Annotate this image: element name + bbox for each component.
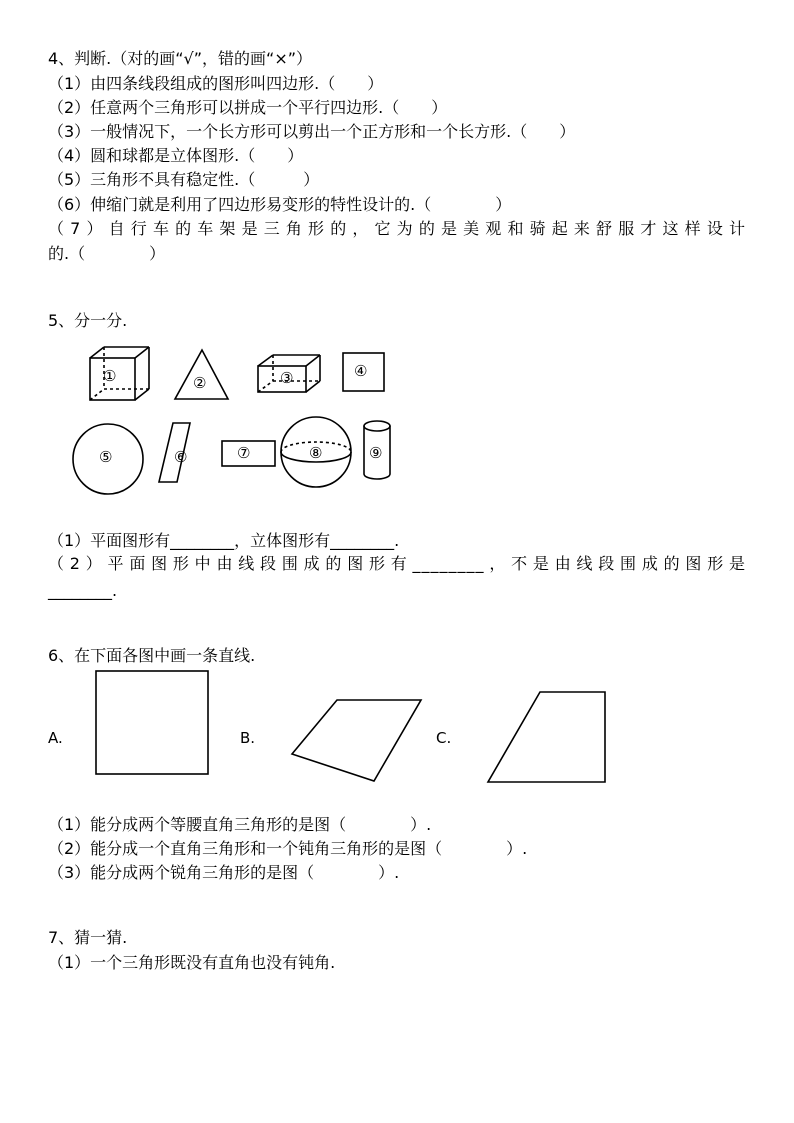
shape-label-2: ② (193, 374, 207, 392)
q4-item-7: （7）自行车的车架是三角形的，它为的是美观和骑起来舒服才这样设计 (48, 219, 746, 238)
q4-item-3: （3）一般情况下，一个长方形可以剪出一个正方形和一个长方形.（ ） (48, 122, 576, 141)
figure-label-a: A. (48, 729, 63, 747)
shape-label-3: ③ (280, 369, 294, 387)
figure-label-c: C. (436, 729, 452, 747)
q6-item-3: （3）能分成两个锐角三角形的是图（ ）. (48, 863, 400, 882)
shape-label-5: ⑤ (99, 448, 113, 466)
figure-b-parallelogram (292, 700, 421, 781)
shape-label-4: ④ (354, 362, 368, 380)
q4-item-7-cont: 的.（ ） (48, 244, 166, 263)
figure-a-square (96, 671, 208, 774)
q6-title: 6、在下面各图中画一条直线. (48, 646, 256, 665)
shape-label-9: ⑨ (369, 444, 383, 462)
cube-shape (90, 347, 149, 400)
q5-item-2-cont: ________. (48, 581, 118, 600)
q6-figures (0, 660, 794, 800)
shape-label-8: ⑧ (309, 444, 323, 462)
q5-title: 5、分一分. (48, 311, 128, 330)
q7-item-1: （1）一个三角形既没有直角也没有钝角. (48, 953, 336, 972)
q4-title: 4、判断.（对的画“√”，错的画“×”） (48, 49, 313, 68)
q6-item-1: （1）能分成两个等腰直角三角形的是图（ ）. (48, 815, 432, 834)
q5-item-2: （2）平面图形中由线段围成的图形有________，不是由线段围成的图形是 (48, 554, 746, 573)
q4-item-4: （4）圆和球都是立体图形.（ ） (48, 146, 304, 165)
q4-item-6: （6）伸缩门就是利用了四边形易变形的特性设计的.（ ） (48, 195, 512, 214)
shape-label-7: ⑦ (237, 444, 251, 462)
q5-item-1: （1）平面图形有________，立体图形有________. (48, 531, 400, 550)
q6-item-2: （2）能分成一个直角三角形和一个钝角三角形的是图（ ）. (48, 839, 528, 858)
q4-item-2: （2）任意两个三角形可以拼成一个平行四边形.（ ） (48, 98, 448, 117)
q4-item-1: （1）由四条线段组成的图形叫四边形.（ ） (48, 74, 384, 93)
figure-c-trapezoid (488, 692, 605, 782)
shape-label-1: ① (103, 367, 117, 385)
figure-label-b: B. (240, 729, 256, 747)
shape-label-6: ⑥ (174, 448, 188, 466)
q7-title: 7、猜一猜. (48, 928, 128, 947)
q4-item-5: （5）三角形不具有稳定性.（ ） (48, 170, 320, 189)
